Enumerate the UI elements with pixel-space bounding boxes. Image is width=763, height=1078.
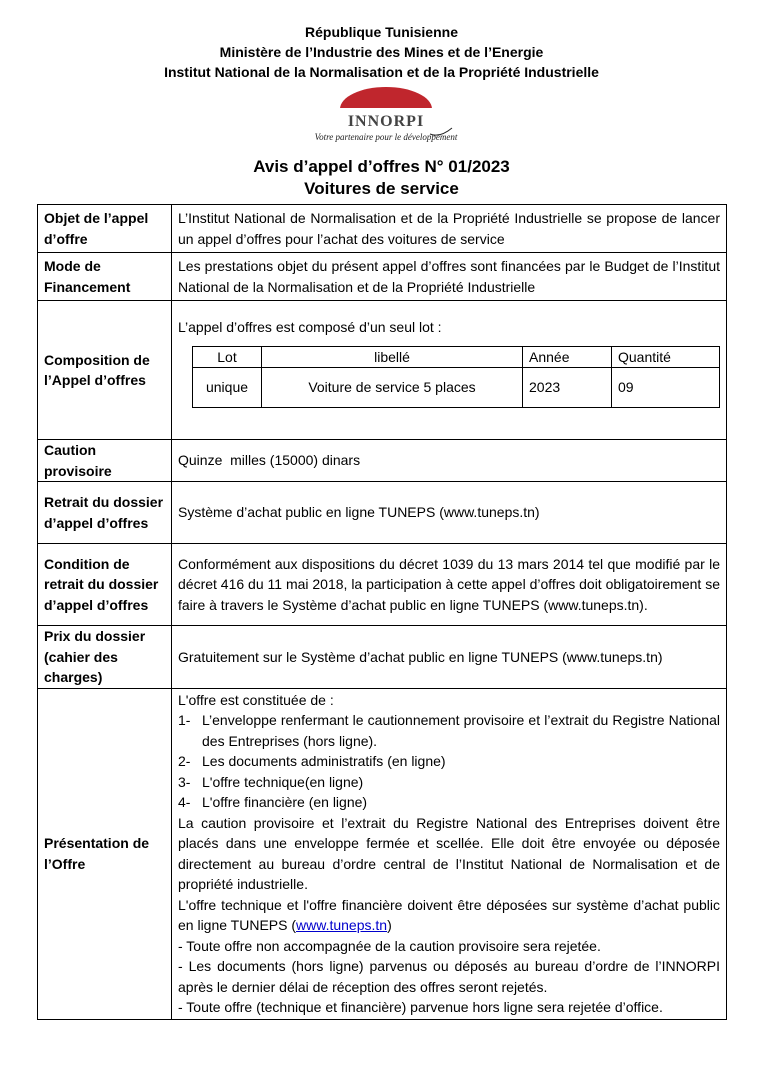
item-text: L'offre technique(en ligne) <box>202 773 364 790</box>
presentation-rule-1: - Toute offre non accompagnée de la caution provisoire sera rejetée. <box>178 937 601 954</box>
notice-subtitle: Voitures de service <box>304 179 459 198</box>
presentation-item-4 <box>178 792 720 813</box>
presentation-rule-3: - Toute offre (technique et financière) parvenue hors ligne sera rejetée d’office. <box>178 999 663 1015</box>
header-ministere: Ministère de l’Industrie des Mines et de l’Energie <box>219 44 544 60</box>
logo-tagline: Votre partenaire pour le développement <box>314 132 458 142</box>
row-mode <box>38 253 727 301</box>
lot-header: Lot <box>193 346 262 367</box>
label-caution: Caution provisoire <box>38 440 172 482</box>
item-text: L'offre financière (en ligne) <box>202 794 368 810</box>
label-objet: Objet de l’appel d’offre <box>38 205 172 253</box>
logo-name: INNORPI <box>347 113 425 130</box>
composition-intro: L’appel d’offres est composé d’un seul lot : <box>178 319 442 335</box>
presentation-item-2 <box>178 751 720 772</box>
label-composition: Composition de l’Appel d’offres <box>38 301 172 440</box>
item-number: 2- <box>178 753 191 769</box>
annee-header: Année <box>523 346 612 367</box>
label-condition: Condition de retrait du dossier d’appel d’offres <box>38 544 172 626</box>
value-mode: Les prestations objet du présent appel d’offres sont financées par le Budget de l’Institut National de la Normalisation et de la Propriété Industrielle <box>172 253 727 301</box>
row-retrait <box>38 482 727 544</box>
presentation-item-3 <box>178 772 720 793</box>
row-caution <box>38 440 727 482</box>
value-composition <box>172 301 727 440</box>
notice-title: Avis d’appel d’offres N° 01/2023 <box>253 157 510 176</box>
item-text: L’enveloppe renfermant le cautionnement provisoire et l’extrait du Registre National des Entreprises (hors ligne). <box>202 712 720 749</box>
quantite-cell: 09 <box>612 367 720 407</box>
presentation-para-tuneps <box>178 895 720 936</box>
row-composition <box>38 301 727 440</box>
value-prix: Gratuitement sur le Système d’achat public en ligne TUNEPS (www.tuneps.tn) <box>172 626 727 689</box>
lot-table <box>192 346 720 408</box>
header-republique: République Tunisienne <box>305 24 458 40</box>
quantite-header: Quantité <box>612 346 720 367</box>
presentation-para-caution: La caution provisoire et l’extrait du Registre National des Entreprises doivent être placés dans une enveloppe fermée et scellée. Elle doit être envoyée ou déposée directement au bureau d’ordre central de l’Institut National de Normalisation et de propriété industrielle. <box>178 814 720 892</box>
value-condition: Conformément aux dispositions du décret 1039 du 13 mars 2014 tel que modifié par le décret 416 du 11 mai 2018, la participation à cette appel d’offres doit obligatoirement se faire à travers le Système d’achat public en ligne TUNEPS (www.tuneps.tn). <box>172 544 727 626</box>
row-condition <box>38 544 727 626</box>
innorpi-logo <box>300 82 470 148</box>
header-institut: Institut National de la Normalisation et de la Propriété Industrielle <box>164 64 599 80</box>
notice-table <box>37 204 727 1020</box>
lot-table-row <box>193 367 720 407</box>
lot-cell: unique <box>193 367 262 407</box>
value-caution: Quinze milles (15000) dinars <box>172 440 727 482</box>
logo-sun-arc <box>340 87 432 109</box>
label-prix: Prix du dossier (cahier des charges) <box>38 626 172 689</box>
item-number: 3- <box>178 773 191 790</box>
presentation-rule-2: - Les documents (hors ligne) parvenus ou déposés au bureau d’ordre de l’INNORPI après le dernier délai de réception des offres seront rejetés. <box>178 958 720 995</box>
item-number: 1- <box>178 712 191 728</box>
label-mode: Mode de Financement <box>38 253 172 301</box>
value-objet: L’Institut National de Normalisation et de la Propriété Industrielle se propose de lancer un appel d’offres pour l’achat des voitures de service <box>172 205 727 253</box>
row-presentation <box>38 688 727 1019</box>
libelle-header: libellé <box>262 346 523 367</box>
tuneps-link[interactable]: www.tuneps.tn <box>296 917 388 933</box>
row-prix <box>38 626 727 689</box>
para-tuneps-before: L'offre technique et l'offre financière doivent être déposées sur système d’achat public en ligne TUNEPS ( <box>178 896 720 933</box>
item-text: Les documents administratifs (en ligne) <box>202 753 446 769</box>
presentation-intro: L'offre est constituée de : <box>178 691 334 708</box>
libelle-cell: Voiture de service 5 places <box>262 367 523 407</box>
annee-cell: 2023 <box>523 367 612 407</box>
item-number: 4- <box>178 794 191 810</box>
innorpi-logo-graphic <box>300 82 470 148</box>
para-tuneps-after: ) <box>387 917 392 933</box>
presentation-item-1 <box>178 710 720 751</box>
value-presentation <box>172 688 727 1019</box>
label-presentation: Présentation de l’Offre <box>38 688 172 1019</box>
label-retrait: Retrait du dossier d’appel d’offres <box>38 482 172 544</box>
lot-table-header <box>193 346 720 367</box>
row-objet <box>38 205 727 253</box>
value-retrait: Système d’achat public en ligne TUNEPS (www.tuneps.tn) <box>172 482 727 544</box>
